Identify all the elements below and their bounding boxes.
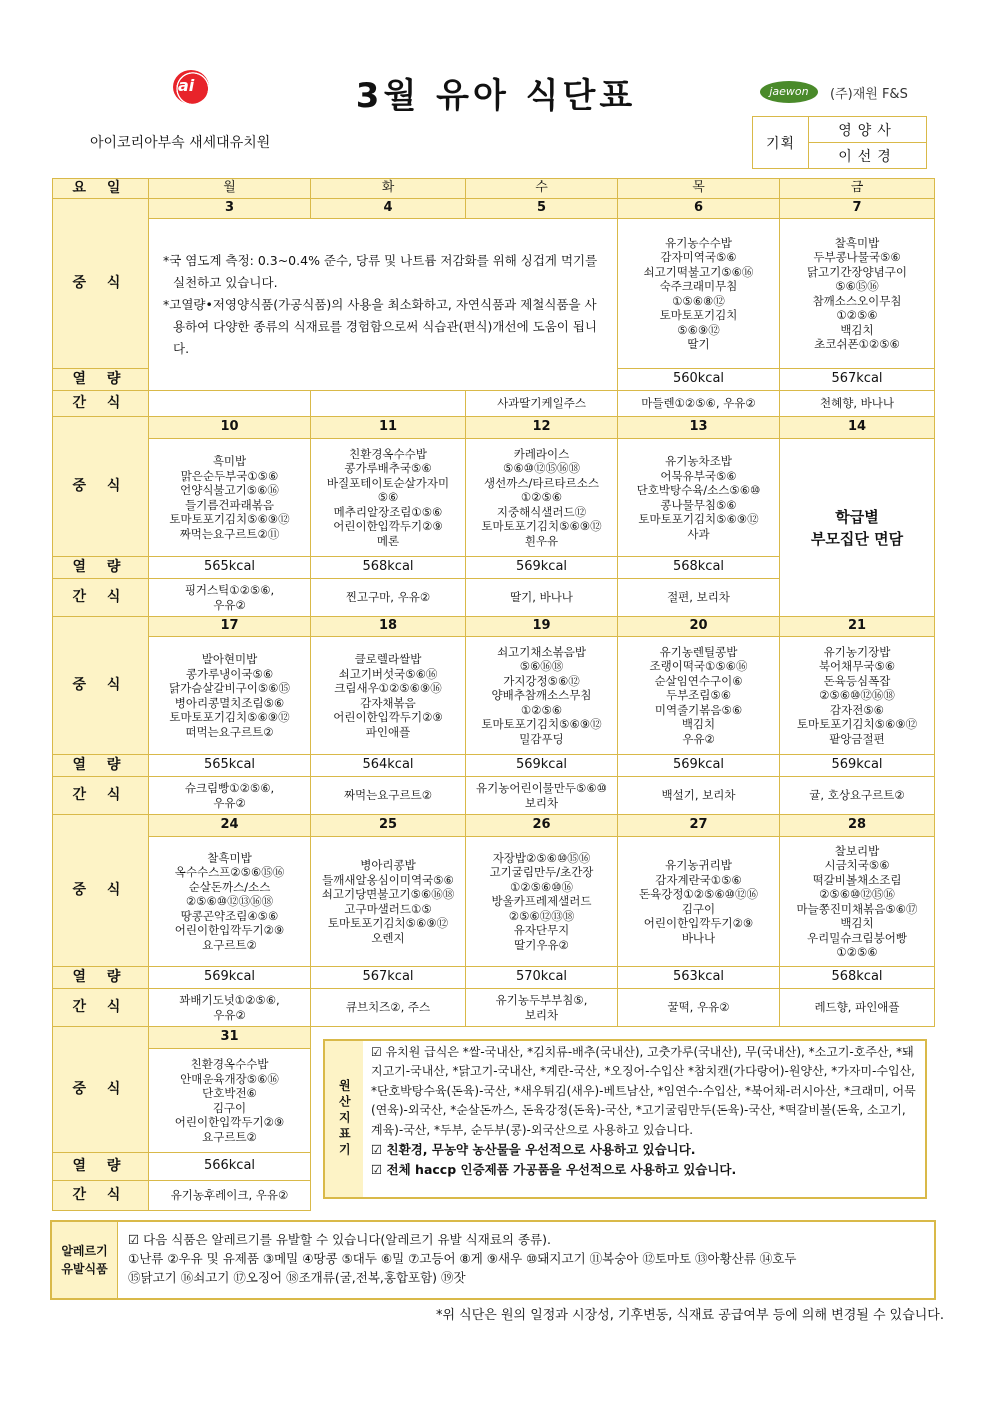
plan-label: 기획 [753, 117, 809, 169]
lunch-menu: 발아현미밥 콩가루냉이국⑤⑥ 닭가슴살갈비구이⑤⑥⑮ 병아리콩멸치조림⑤⑥ 토마토포기김치⑤⑥⑨⑫ 떠먹는요구르트② [149, 637, 311, 755]
lunch-menu: 찰보리밥 시금치국⑤⑥ 떡갈비볼채소조림 ②⑤⑥⑩⑫⑮⑯ 마늘쫑진미채볶음⑤⑥⑰ 백김치 우리밀슈크림붕어빵 ①②⑤⑥ [780, 837, 935, 967]
origin-label: 원산지표기 [325, 1041, 363, 1197]
weekday-header: 화 [311, 179, 466, 199]
lunch-menu: 유기농렌틸콩밥 조랭이떡국①⑤⑥⑯ 순살임연수구이⑥ 두부조림⑤⑥ 미역줄기볶음⑤⑥ 백김치 우유② [618, 637, 780, 755]
special-event: 학급별 부모집단 면담 [780, 439, 935, 617]
snack-menu: 찐고구마, 우유② [311, 579, 466, 617]
weekday-header: 수 [466, 179, 618, 199]
snack-menu: 슈크림빵①②⑤⑥, 우유② [149, 777, 311, 815]
snack-menu: 귤, 호상요구르트② [780, 777, 935, 815]
notice-line: *국 염도계 측정: 0.3~0.4% 준수, 당류 및 나트륨 저감화를 위해 싱겁게 먹기를 실천하고 있습니다. [163, 252, 598, 290]
snack-menu: 레드향, 파인애플 [780, 989, 935, 1027]
date-cell: 13 [618, 417, 780, 439]
date-cell: 6 [618, 199, 780, 219]
day-header-label: 요 일 [53, 179, 149, 199]
lunch-label: 중 식 [53, 815, 149, 967]
allergy-label: 알레르기 유발식품 [52, 1222, 118, 1298]
lunch-menu: 자장밥②⑤⑥⑩⑮⑯ 고기굴림만두/초간장 ①②⑤⑥⑩⑯ 방울카프레제샐러드 ②⑤⑥⑫⑬⑱ 유자단무지 딸기우유② [466, 837, 618, 967]
snack-menu: 딸기, 바나나 [466, 579, 618, 617]
menu-table [52, 178, 935, 1211]
kcal-value: 569kcal [780, 755, 935, 777]
kcal-label: 열 량 [53, 1153, 149, 1181]
snack-label: 간 식 [53, 1181, 149, 1211]
snack-menu: 핑거스틱①②⑤⑥, 우유② [149, 579, 311, 617]
lunch-menu: 흑미밥 맑은순두부국①⑤⑥ 언양식불고기⑤⑥⑯ 들기름건파래볶음 토마토포기김치⑤⑥⑨⑫ 짜먹는요구르트②⑪ [149, 439, 311, 557]
origin-line: ☑ 친환경, 무농약 농산물을 우선적으로 사용하고 있습니다. [371, 1142, 696, 1158]
kcal-value: 567kcal [780, 369, 935, 391]
origin-text: ☑ 유치원 급식은 *쌀-국내산, *김치류-배추(국내산), 고춧가루(국내산), 무(국내산), *소고기-호주산, *돼지고기-국내산, *닭고기-국내산, *계란-국산, *오징어-수입산 *참치캔(가다랑어)-원양산, *가자미-수입산, *단호박탕수육(돈육)-국산, *새우튀김(새우)-베트남산, *임연수-수입산, *북어채-러시아산, *크래미, 어묵(연육)-외국산, *순살돈까스, 돈육강정(돈육)-국산, *고기굴림만두(돈육)-국산, *떡갈비볼(돈육, 소고기, 계육)-국산, *두부, 순두부(콩)-외국산으로 사용하고 있습니다. [371, 1044, 916, 1137]
notice-cell [149, 219, 618, 391]
weekday-header: 월 [149, 179, 311, 199]
kcal-value: 568kcal [780, 967, 935, 989]
plan-role: 영양사 [809, 117, 927, 143]
origin-cell [311, 1027, 935, 1211]
jaewon-logo: jaewon (주)재원 F&S [760, 80, 908, 104]
date-cell: 24 [149, 815, 311, 837]
origin-line: ☑ 전체 haccp 인증제품 가공품을 우선적으로 사용하고 있습니다. [371, 1161, 737, 1177]
lunch-menu: 카레라이스 ⑤⑥⑩⑫⑮⑯⑱ 생선까스/타르타르소스 ①②⑤⑥ 지중해식샐러드⑫ 토마토포기김치⑤⑥⑨⑫ 흰우유 [466, 439, 618, 557]
date-cell: 4 [311, 199, 466, 219]
snack-menu: 유기농두부부침⑤, 보리차 [466, 989, 618, 1027]
footnote: *위 식단은 원의 일정과 시장성, 기후변동, 식재료 공급여부 등에 의해 변경될 수 있습니다. [435, 1308, 944, 1323]
lunch-menu: 친환경옥수수밥 안매운육개장⑤⑥⑯ 단호박전⑥ 김구이 어린이한입깍두기②⑨ 요구르트② [149, 1049, 311, 1153]
snack-menu [149, 391, 311, 417]
snack-label: 간 식 [53, 989, 149, 1027]
kcal-value: 564kcal [311, 755, 466, 777]
kcal-value: 569kcal [466, 557, 618, 579]
kcal-label: 열 량 [53, 369, 149, 391]
kcal-value: 569kcal [466, 755, 618, 777]
date-cell: 25 [311, 815, 466, 837]
kcal-value: 566kcal [149, 1153, 311, 1181]
kcal-value: 563kcal [618, 967, 780, 989]
snack-label: 간 식 [53, 777, 149, 815]
snack-menu: 꿀떡, 우유② [618, 989, 780, 1027]
lunch-label: 중 식 [53, 417, 149, 557]
date-cell: 28 [780, 815, 935, 837]
lunch-label: 중 식 [53, 1027, 149, 1153]
date-cell: 3 [149, 199, 311, 219]
allergy-line: ☑ 다음 식품은 알레르기를 유발할 수 있습니다(알레르기 유발 식재료의 종류). [128, 1232, 551, 1247]
lunch-menu: 클로렐라쌀밥 쇠고기버섯국⑤⑥⑯ 크림새우①②⑤⑥⑨⑯ 감자채볶음 어린이한입깍두기②⑨ 파인애플 [311, 637, 466, 755]
snack-menu: 천혜향, 바나나 [780, 391, 935, 417]
page-title: 3월 유아 식단표 [355, 76, 637, 116]
kcal-label: 열 량 [53, 967, 149, 989]
snack-menu: 절편, 보리차 [618, 579, 780, 617]
kcal-value: 570kcal [466, 967, 618, 989]
lunch-menu: 쇠고기채소볶음밥 ⑤⑥⑯⑱ 가지강정⑤⑥⑫ 양배추참깨소스무침 ①②⑤⑥ 토마토포기김치⑤⑥⑨⑫ 밀감푸딩 [466, 637, 618, 755]
company-name: (주)재원 F&S [830, 86, 908, 102]
lunch-label: 중 식 [53, 199, 149, 369]
kcal-value: 569kcal [149, 967, 311, 989]
date-cell: 18 [311, 617, 466, 637]
ai-logo: ai [170, 70, 214, 104]
snack-menu: 마들렌①②⑤⑥, 우유② [618, 391, 780, 417]
date-cell: 7 [780, 199, 935, 219]
allergy-line: ⑮닭고기 ⑯쇠고기 ⑰오징어 ⑱조개류(굴,전복,홍합포함) ⑲잣 [128, 1270, 466, 1285]
allergy-line: ①난류 ②우유 및 유제품 ③메밀 ④땅콩 ⑤대두 ⑥밀 ⑦고등어 ⑧게 ⑨새우 ⑩돼지고기 ⑪복숭아 ⑫토마토 ⑬아황산류 ⑭호두 [128, 1251, 797, 1266]
date-cell: 21 [780, 617, 935, 637]
kcal-value: 568kcal [618, 557, 780, 579]
weekday-header: 목 [618, 179, 780, 199]
snack-menu [311, 391, 466, 417]
snack-menu: 사과딸기케일주스 [466, 391, 618, 417]
date-cell: 14 [780, 417, 935, 439]
kcal-value: 567kcal [311, 967, 466, 989]
kcal-label: 열 량 [53, 755, 149, 777]
kcal-value: 565kcal [149, 557, 311, 579]
date-cell: 5 [466, 199, 618, 219]
kcal-value: 569kcal [618, 755, 780, 777]
kcal-label: 열 량 [53, 557, 149, 579]
kcal-value: 560kcal [618, 369, 780, 391]
weekday-header: 금 [780, 179, 935, 199]
date-cell: 11 [311, 417, 466, 439]
date-cell: 10 [149, 417, 311, 439]
lunch-menu: 유기농차조밥 어묵유부국⑤⑥ 단호박탕수육/소스⑤⑥⑩ 콩나물무침⑤⑥ 토마토포기김치⑤⑥⑨⑫ 사과 [618, 439, 780, 557]
allergy-box [50, 1220, 936, 1300]
snack-menu: 유기농후레이크, 우유② [149, 1181, 311, 1211]
snack-menu: 큐브치즈②, 주스 [311, 989, 466, 1027]
lunch-menu: 친환경옥수수밥 콩가루배추국⑤⑥ 바질포테이토순살가자미 ⑤⑥ 메추리알장조림①⑤⑥ 어린이한입깍두기②⑨ 메론 [311, 439, 466, 557]
snack-label: 간 식 [53, 579, 149, 617]
date-cell: 12 [466, 417, 618, 439]
date-cell: 26 [466, 815, 618, 837]
plan-box [752, 116, 927, 169]
date-cell: 27 [618, 815, 780, 837]
lunch-menu: 병아리콩밥 들깨새알옹심이미역국⑤⑥ 쇠고기당면불고기⑤⑥⑯⑱ 고구마샐러드①⑤ 토마토포기김치⑤⑥⑨⑫ 오렌지 [311, 837, 466, 967]
snack-menu: 백설기, 보리차 [618, 777, 780, 815]
notice-line: *고열량•저영양식품(가공식품)의 사용을 최소화하고, 자연식품과 제철식품을 사용하여 다양한 종류의 식재료를 경험함으로써 식습관(편식)개선에 도움이 됩니다. [163, 296, 597, 356]
kcal-value: 565kcal [149, 755, 311, 777]
snack-label: 간 식 [53, 391, 149, 417]
kcal-value: 568kcal [311, 557, 466, 579]
date-cell: 17 [149, 617, 311, 637]
lunch-menu: 유기농귀리밥 감자계란국①⑤⑥ 돈육강정①②⑤⑥⑩⑫⑯ 김구이 어린이한입깍두기②⑨ 바나나 [618, 837, 780, 967]
date-cell: 20 [618, 617, 780, 637]
snack-menu: 유기농어린이물만두⑤⑥⑩ 보리차 [466, 777, 618, 815]
snack-menu: 꽈배기도넛①②⑤⑥, 우유② [149, 989, 311, 1027]
lunch-menu: 찰흑미밥 옥수수스프②⑤⑥⑮⑯ 순살돈까스/소스 ②⑤⑥⑩⑫⑬⑯⑱ 땅콩곤약조림④⑤⑥ 어린이한입깍두기②⑨ 요구르트② [149, 837, 311, 967]
lunch-menu: 유기농기장밥 북어채무국⑤⑥ 돈육등심폭잡 ②⑤⑥⑩⑫⑯⑱ 감자전⑤⑥ 토마토포기김치⑤⑥⑨⑫ 팥앙금절편 [780, 637, 935, 755]
school-name: 아이코리아부속 새세대유치원 [90, 135, 271, 151]
lunch-menu: 유기농수수밥 감자미역국⑤⑥ 쇠고기떡불고기⑤⑥⑯ 숙주크래미무침 ①⑤⑥⑧⑫ 토마토포기김치 ⑤⑥⑨⑫ 딸기 [618, 219, 780, 369]
lunch-menu: 찰흑미밥 두부콩나물국⑤⑥ 닭고기간장양념구이 ⑤⑥⑮⑯ 참깨소스오이무침 ①②⑤⑥ 백김치 초코쉬폰①②⑤⑥ [780, 219, 935, 369]
date-cell: 31 [149, 1027, 311, 1049]
plan-name: 이선경 [809, 143, 927, 169]
snack-menu: 짜먹는요구르트② [311, 777, 466, 815]
date-cell: 19 [466, 617, 618, 637]
lunch-label: 중 식 [53, 617, 149, 755]
